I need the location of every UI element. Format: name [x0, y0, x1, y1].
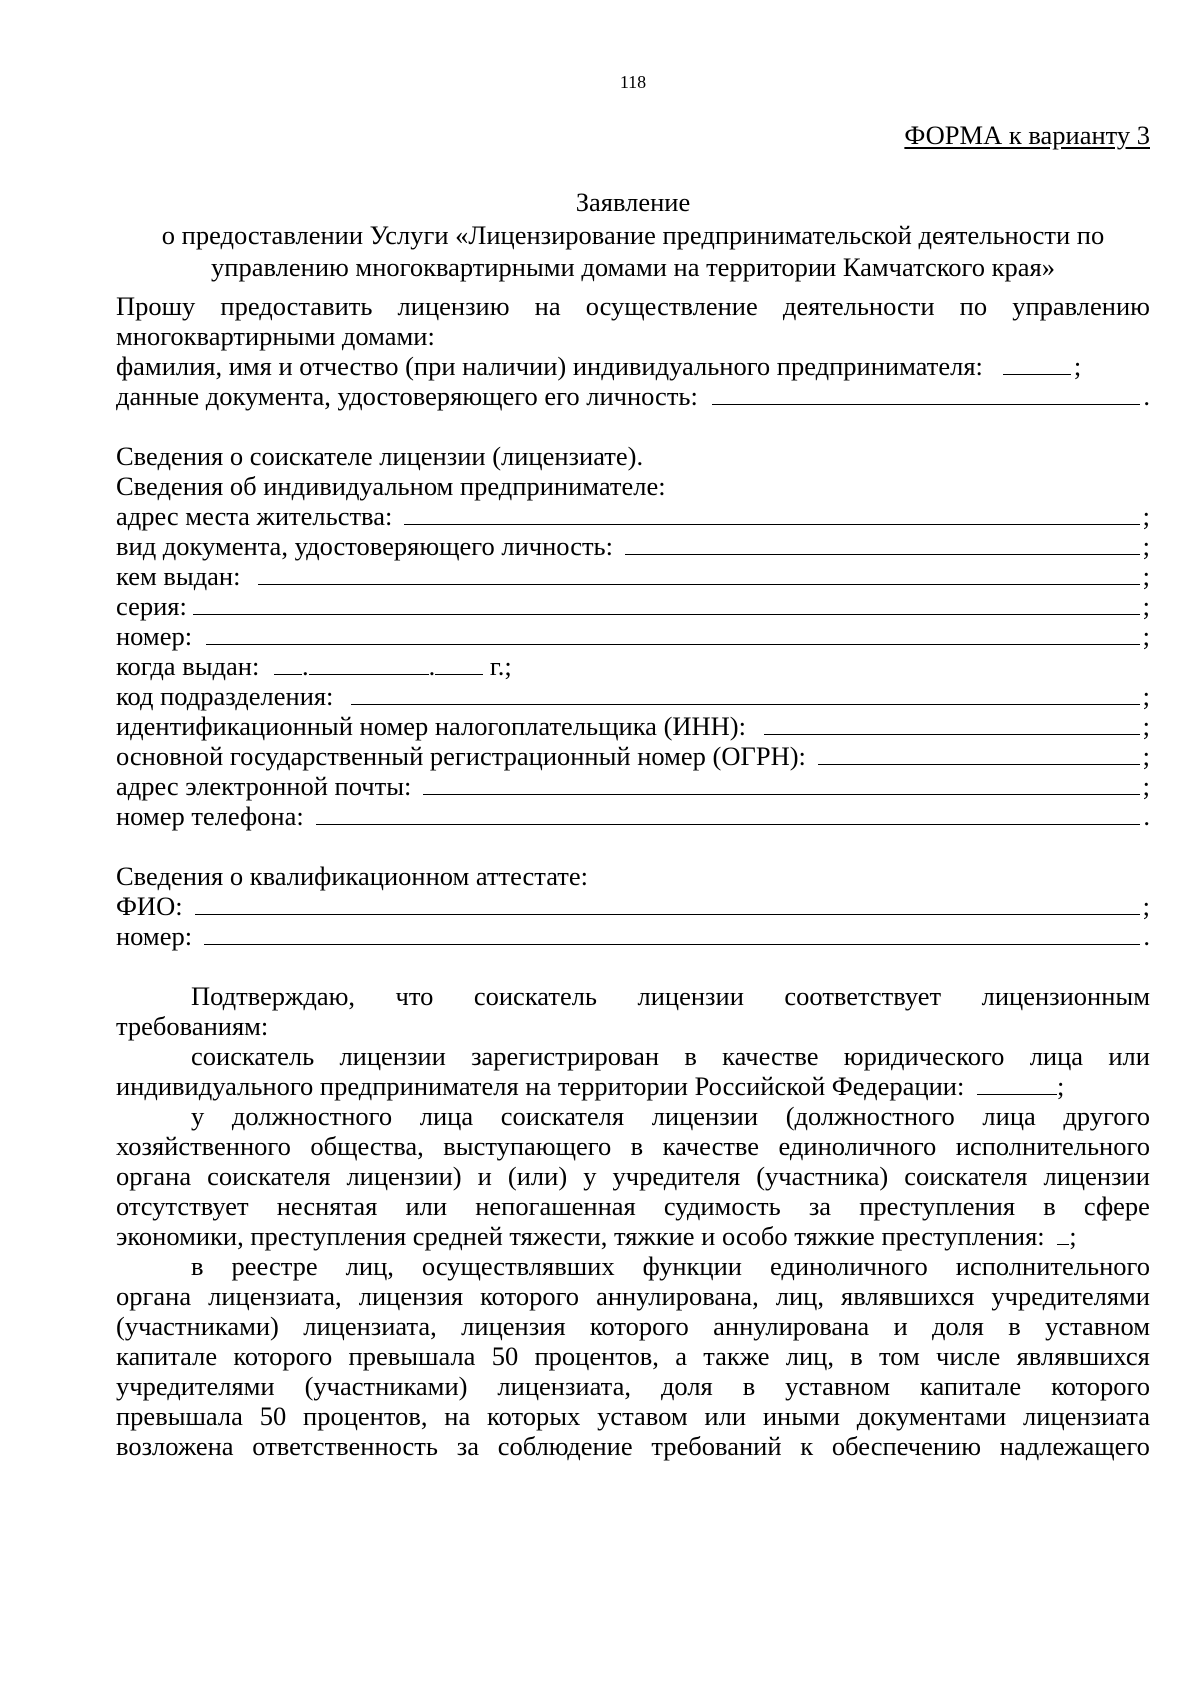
- word: у: [583, 1161, 597, 1191]
- word: лицензия: [461, 1311, 566, 1341]
- word: лиц,: [775, 1281, 824, 1311]
- issued-month-blank[interactable]: [309, 652, 429, 675]
- word: осуществление: [585, 291, 758, 321]
- word: Подтверждаю,: [191, 981, 356, 1011]
- cert-number-label: номер:: [116, 921, 193, 951]
- phone-blank[interactable]: [316, 802, 1141, 825]
- word: качестве: [662, 1131, 760, 1161]
- word: аннулирована: [713, 1311, 870, 1341]
- word: лица: [982, 1101, 1036, 1131]
- word: на: [534, 291, 561, 321]
- phone-field: номер телефона: .: [116, 801, 1150, 831]
- word: 50: [491, 1341, 519, 1371]
- word: процентов,: [303, 1401, 428, 1431]
- p2-line-2: [116, 1130, 1150, 1163]
- cert-number-blank[interactable]: [204, 922, 1140, 945]
- p3-line-1: [116, 1250, 1150, 1283]
- inn-field: идентификационный номер налогоплательщика (ИНН): ;: [116, 711, 1150, 741]
- word: документами: [856, 1401, 1007, 1431]
- word: судимость: [663, 1191, 781, 1221]
- request-line-2: многоквартирными домами:: [116, 321, 435, 351]
- word: уставном: [785, 1371, 891, 1401]
- issued-by-label: кем выдан:: [116, 561, 241, 591]
- word: должностного: [231, 1101, 393, 1131]
- cert-number-field: номер: .: [116, 921, 1150, 951]
- word: требований: [651, 1431, 782, 1461]
- ogrn-field: основной государственный регистрационный номер (ОГРН): ;: [116, 741, 1150, 771]
- word: возложена: [116, 1431, 234, 1461]
- word: функции: [642, 1251, 742, 1281]
- ip-fio-label: фамилия, имя и отчество (при наличии) индивидуального предпринимателя:: [116, 351, 983, 381]
- word: Прошу: [116, 291, 196, 321]
- word: лицензиата: [1023, 1401, 1150, 1431]
- year-suffix: г.;: [489, 651, 512, 681]
- page-number: 118: [619, 72, 647, 92]
- word: или: [704, 1401, 747, 1431]
- word: (участниками): [304, 1371, 468, 1401]
- p2-line-5-text: экономики, преступления средней тяжести, тяжкие и особо тяжкие преступления:: [116, 1221, 1045, 1251]
- word: качестве: [722, 1041, 819, 1071]
- cert-fio-blank[interactable]: [195, 892, 1140, 915]
- word: 50: [259, 1401, 287, 1431]
- word: аннулирована,: [596, 1281, 759, 1311]
- word: учредителями: [991, 1281, 1150, 1311]
- p2-line-1: [116, 1100, 1150, 1133]
- word: органа: [116, 1161, 192, 1191]
- word: лицензии: [637, 981, 744, 1011]
- p2-line-5: экономики, преступления средней тяжести, тяжкие и особо тяжкие преступления: ;: [116, 1221, 1077, 1251]
- word: осуществлявших: [421, 1251, 615, 1281]
- doc-type-label: вид документа, удостоверяющего личность:: [116, 531, 614, 561]
- ip-fio-field: фамилия, имя и отчество (при наличии) индивидуального предпринимателя: ;: [116, 351, 1082, 381]
- word: обеспечению: [831, 1431, 982, 1461]
- word: (участниками): [116, 1311, 279, 1341]
- p3-line-4: [116, 1340, 1150, 1373]
- word: деятельности: [782, 291, 935, 321]
- dept-code-label: код подразделения:: [116, 681, 334, 711]
- word: или: [1108, 1041, 1150, 1071]
- address-label: адрес места жительства:: [116, 501, 393, 531]
- word: по: [959, 291, 988, 321]
- word: также: [703, 1341, 770, 1371]
- word: соблюдение: [497, 1431, 633, 1461]
- word: доля: [660, 1371, 713, 1401]
- word: исполнительного: [955, 1251, 1150, 1281]
- request-line-1: [116, 290, 1150, 323]
- word: единоличного: [778, 1131, 937, 1161]
- word: которого: [480, 1281, 580, 1311]
- word: лица: [1029, 1041, 1084, 1071]
- cert-fio-field: ФИО: ;: [116, 891, 1150, 921]
- number-label: номер:: [116, 621, 193, 651]
- word: процентов,: [534, 1341, 659, 1371]
- word: что: [395, 981, 434, 1011]
- word: которых: [487, 1401, 581, 1431]
- number-blank[interactable]: [206, 622, 1140, 645]
- word: соискателя: [904, 1161, 1028, 1191]
- word: лицензии: [1043, 1161, 1150, 1191]
- id-doc-label: данные документа, удостоверяющего его личность:: [116, 381, 698, 411]
- word: в: [191, 1251, 204, 1281]
- email-blank[interactable]: [423, 772, 1139, 795]
- applicant-heading: Сведения о соискателе лицензии (лицензиате).: [116, 441, 644, 471]
- inn-blank[interactable]: [764, 712, 1140, 735]
- series-field: серия: ;: [116, 591, 1150, 621]
- word: или: [405, 1191, 448, 1221]
- word: капитале: [116, 1341, 218, 1371]
- word: органа: [116, 1281, 192, 1311]
- criminal-record-blank[interactable]: [1057, 1222, 1069, 1245]
- word: в: [850, 1341, 863, 1371]
- word: на: [444, 1401, 471, 1431]
- word: лицензии): [346, 1161, 462, 1191]
- word: предоставить: [220, 291, 373, 321]
- word: ответственность: [252, 1431, 438, 1461]
- word: в: [742, 1371, 756, 1401]
- id-doc-field: данные документа, удостоверяющего его личность: .: [116, 381, 1150, 411]
- word: в: [1008, 1311, 1021, 1341]
- id-doc-blank[interactable]: [712, 382, 1141, 405]
- word: иными: [762, 1401, 840, 1431]
- word: управлению: [1012, 291, 1150, 321]
- p3-line-3: [116, 1310, 1150, 1343]
- word: и: [477, 1161, 492, 1191]
- issued-day-blank[interactable]: [274, 652, 302, 675]
- word: в: [684, 1041, 697, 1071]
- ogrn-label: основной государственный регистрационный номер (ОГРН):: [116, 741, 806, 771]
- word: которого: [233, 1341, 333, 1371]
- word: реестре: [231, 1251, 318, 1281]
- word: соискателя: [207, 1161, 331, 1191]
- word: исполнительного: [955, 1131, 1150, 1161]
- word: непогашенная: [475, 1191, 636, 1221]
- word: в: [1043, 1191, 1056, 1221]
- ip-heading: Сведения об индивидуальном предпринимателе:: [116, 471, 666, 501]
- form-variant-label: ФОРМА к варианту 3: [904, 120, 1150, 150]
- title-line-1: Заявление: [575, 187, 691, 217]
- issued-by-blank[interactable]: [258, 562, 1139, 585]
- word: лицензиата,: [208, 1281, 342, 1311]
- word: лицензии: [651, 1101, 759, 1131]
- word: числе: [936, 1341, 1001, 1371]
- word: превышала: [116, 1401, 243, 1431]
- confirm-line-2: требованиям:: [116, 1011, 269, 1041]
- word: юридического: [843, 1041, 1005, 1071]
- word: и: [893, 1311, 908, 1341]
- title-line-3: управлению многоквартирными домами на территории Камчатского края»: [211, 252, 1055, 282]
- word: надлежащего: [999, 1431, 1150, 1461]
- word: соискатель: [473, 981, 598, 1011]
- email-label: адрес электронной почты:: [116, 771, 412, 801]
- word: капитале: [920, 1371, 1022, 1401]
- word: том: [879, 1341, 920, 1371]
- email-field: адрес электронной почты: ;: [116, 771, 1150, 801]
- word: общества,: [310, 1131, 424, 1161]
- word: уставном: [1045, 1311, 1150, 1341]
- word: единоличного: [769, 1251, 928, 1281]
- address-blank[interactable]: [404, 502, 1139, 525]
- number-field: номер: ;: [116, 621, 1150, 651]
- word: за: [808, 1191, 832, 1221]
- ip-fio-blank[interactable]: [1003, 352, 1071, 375]
- word: другого: [1063, 1101, 1150, 1131]
- p3-line-2: [116, 1280, 1150, 1313]
- issued-date-field: когда выдан: . . г.;: [116, 651, 512, 681]
- word: сфере: [1083, 1191, 1150, 1221]
- confirm-line-1: [116, 980, 1150, 1013]
- phone-label: номер телефона:: [116, 801, 304, 831]
- word: лица: [419, 1101, 474, 1131]
- word: превышала: [348, 1341, 476, 1371]
- doc-type-field: вид документа, удостоверяющего личность: ;: [116, 531, 1150, 561]
- word: лицензиата,: [303, 1311, 437, 1341]
- address-field: адрес места жительства: ;: [116, 501, 1150, 531]
- word: соответствует: [784, 981, 942, 1011]
- series-label: серия:: [116, 591, 187, 621]
- p1-line-2: индивидуального предпринимателя на территории Российской Федерации: ;: [116, 1071, 1065, 1101]
- word: лицензиата,: [497, 1371, 631, 1401]
- word: отсутствует: [116, 1191, 249, 1221]
- title-line-2: о предоставлении Услуги «Лицензирование предпринимательской деятельности по: [161, 219, 1105, 250]
- inn-label: идентификационный номер налогоплательщика (ИНН):: [116, 711, 746, 741]
- issued-by-field: кем выдан: ;: [116, 561, 1150, 591]
- issued-year-blank[interactable]: [435, 652, 483, 675]
- word: преступления: [859, 1191, 1016, 1221]
- p1-line-1: [116, 1040, 1150, 1073]
- word: (должностного: [785, 1101, 955, 1131]
- p3-line-6: [116, 1400, 1150, 1433]
- word: выступающего: [443, 1131, 612, 1161]
- word: а: [675, 1341, 687, 1371]
- word: в: [630, 1131, 644, 1161]
- word: являвшихся: [841, 1281, 975, 1311]
- cert-fio-label: ФИО:: [116, 891, 183, 921]
- word: зарегистрирован: [471, 1041, 660, 1071]
- word: учредителя: [612, 1161, 741, 1191]
- doc-type-blank[interactable]: [625, 532, 1140, 555]
- word: лицензии: [339, 1041, 446, 1071]
- document-title: [116, 186, 1150, 284]
- p3-line-5: [116, 1370, 1150, 1403]
- word: лицензия: [358, 1281, 464, 1311]
- word: уставом: [597, 1401, 688, 1431]
- word: соискатель: [191, 1041, 315, 1071]
- word: (участника): [756, 1161, 889, 1191]
- word: у: [191, 1101, 205, 1131]
- word: за: [456, 1431, 479, 1461]
- p3-line-7: [116, 1430, 1150, 1463]
- word: доля: [932, 1311, 984, 1341]
- word: неснятая: [276, 1191, 378, 1221]
- word: лицензию: [397, 291, 510, 321]
- word: которого: [1051, 1371, 1150, 1401]
- word: лицензионным: [981, 981, 1150, 1011]
- word: которого: [589, 1311, 689, 1341]
- word: являвшихся: [1016, 1341, 1150, 1371]
- word: к: [800, 1431, 814, 1461]
- word: соискателя: [500, 1101, 625, 1131]
- p1-line-2-text: индивидуального предпринимателя на территории Российской Федерации:: [116, 1071, 965, 1101]
- p2-line-3: [116, 1160, 1150, 1193]
- series-blank[interactable]: [193, 592, 1140, 615]
- ogrn-blank[interactable]: [818, 742, 1140, 765]
- dept-code-blank[interactable]: [351, 682, 1139, 705]
- registration-blank[interactable]: [977, 1072, 1057, 1095]
- word: хозяйственного: [116, 1131, 291, 1161]
- word: лиц,: [785, 1341, 834, 1371]
- certificate-heading: Сведения о квалификационном аттестате:: [116, 861, 588, 891]
- p2-line-4: [116, 1190, 1150, 1223]
- word: учредителями: [116, 1371, 275, 1401]
- word: (или): [507, 1161, 568, 1191]
- dept-code-field: код подразделения: ;: [116, 681, 1150, 711]
- word: лиц,: [345, 1251, 394, 1281]
- issued-date-label: когда выдан:: [116, 651, 260, 681]
